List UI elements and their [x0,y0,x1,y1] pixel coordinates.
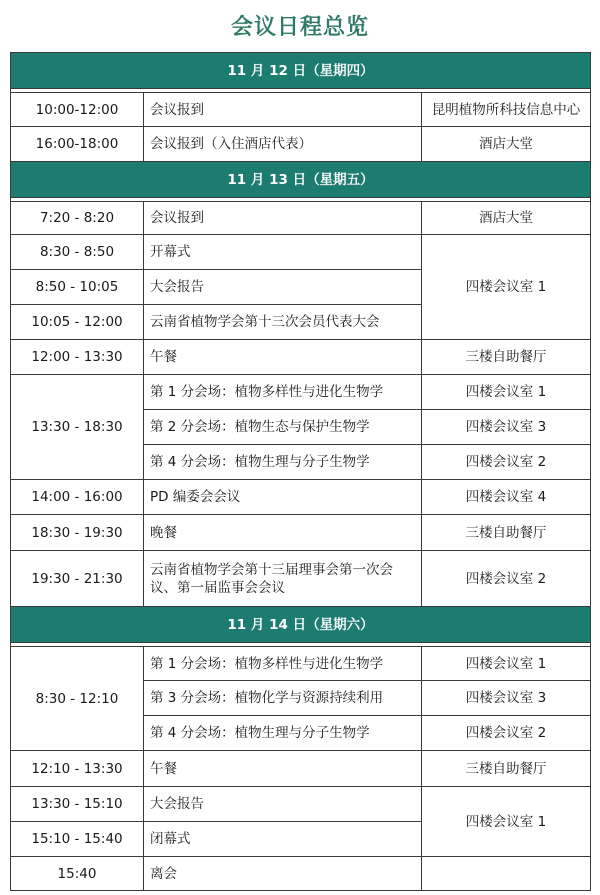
time-cell: 14:00 - 16:00 [11,480,144,515]
table-row [11,787,591,822]
time-cell: 8:30 - 8:50 [11,235,144,270]
location-cell: 昆明植物所科技信息中心 [422,93,591,127]
activity-cell: PD 编委会会议 [144,480,422,515]
time-cell: 12:10 - 13:30 [11,751,144,787]
table-row [11,340,591,375]
day-header-row [11,607,591,643]
table-row [11,515,591,551]
location-cell: 四楼会议室 1 [422,375,591,410]
activity-cell: 闭幕式 [144,822,422,857]
time-cell: 8:50 - 10:05 [11,270,144,305]
table-row [11,647,591,681]
time-cell: 13:30 - 15:10 [11,787,144,822]
day-header-row [11,162,591,198]
activity-cell: 会议报到 [144,93,422,127]
time-cell: 19:30 - 21:30 [11,551,144,607]
location-cell: 酒店大堂 [422,127,591,162]
location-cell: 四楼会议室 3 [422,410,591,445]
table-row [11,480,591,515]
activity-cell: 晚餐 [144,515,422,551]
time-cell: 10:05 - 12:00 [11,305,144,340]
activity-cell: 第 2 分会场：植物生态与保护生物学 [144,410,422,445]
activity-cell: 大会报告 [144,787,422,822]
table-row [11,751,591,787]
location-cell: 四楼会议室 2 [422,551,591,607]
activity-cell: 云南省植物学会第十三届理事会第一次会议、第一届监事会会议 [144,551,422,607]
location-cell: 四楼会议室 2 [422,716,591,751]
location-cell: 三楼自助餐厅 [422,751,591,787]
activity-cell: 第 4 分会场：植物生理与分子生物学 [144,716,422,751]
time-cell: 13:30 - 18:30 [11,375,144,480]
activity-cell: 午餐 [144,751,422,787]
time-cell: 12:00 - 13:30 [11,340,144,375]
activity-cell: 午餐 [144,340,422,375]
location-cell: 三楼自助餐厅 [422,515,591,551]
time-cell: 8:30 - 12:10 [11,647,144,751]
table-row [11,93,591,127]
activity-cell: 会议报到 [144,202,422,235]
table-row [11,375,591,410]
location-cell: 四楼会议室 1 [422,647,591,681]
location-cell [422,857,591,891]
location-cell: 四楼会议室 4 [422,480,591,515]
time-cell: 7:20 - 8:20 [11,202,144,235]
table-row [11,857,591,891]
activity-cell: 云南省植物学会第十三次会员代表大会 [144,305,422,340]
time-cell: 16:00-18:00 [11,127,144,162]
time-cell: 15:10 - 15:40 [11,822,144,857]
day-header: 11 月 13 日（星期五） [11,162,591,198]
activity-cell: 第 3 分会场：植物化学与资源持续利用 [144,681,422,716]
activity-cell: 第 1 分会场：植物多样性与进化生物学 [144,375,422,410]
location-cell: 四楼会议室 2 [422,445,591,480]
day-header: 11 月 14 日（星期六） [11,607,591,643]
table-row [11,127,591,162]
time-cell: 10:00-12:00 [11,93,144,127]
day-header-row [11,53,591,89]
schedule-table [10,52,591,891]
table-row [11,235,591,270]
table-row [11,551,591,607]
time-cell: 18:30 - 19:30 [11,515,144,551]
page-title: 会议日程总览 [230,14,369,40]
location-cell: 四楼会议室 3 [422,681,591,716]
location-cell: 酒店大堂 [422,202,591,235]
table-row [11,202,591,235]
activity-cell: 离会 [144,857,422,891]
activity-cell: 第 4 分会场：植物生理与分子生物学 [144,445,422,480]
activity-cell: 第 1 分会场：植物多样性与进化生物学 [144,647,422,681]
time-cell: 15:40 [11,857,144,891]
activity-cell: 开幕式 [144,235,422,270]
day-header: 11 月 12 日（星期四） [11,53,591,89]
activity-cell: 大会报告 [144,270,422,305]
activity-cell: 会议报到（入住酒店代表） [144,127,422,162]
location-cell: 四楼会议室 1 [422,787,591,857]
location-cell: 三楼自助餐厅 [422,340,591,375]
location-cell: 四楼会议室 1 [422,235,591,340]
